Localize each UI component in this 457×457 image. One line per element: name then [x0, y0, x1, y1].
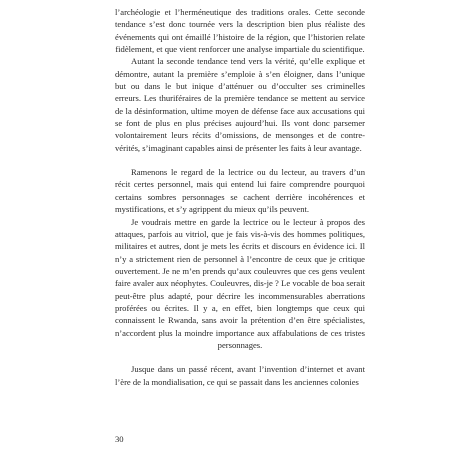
paragraph: Ramenons le regard de la lectrice ou du lecteur, au travers d’un récit certes personnel, mais qui entend lui faire comprendre pourquoi certains sombres personnages se cachent derrière incohérences et mystifications, et s’y agrippent du mieux qu’ils peuvent.: [115, 167, 365, 215]
paragraph: Je voudrais mettre en garde la lectrice ou le lecteur à propos des attaques, parfois au vitriol, que je fais vis-à-vis des hommes politiques, militaires et autres, dont je mets les écrits et discours en évidence ici. Il n’y a strictement rien de personnel à l’encontre de ceux que je critique ouvertement. Je ne m’en prends qu’aux couleuvres que ces gens veulent faire avaler aux néophytes. Couleuvres, dis-je ? Le vocable de boa serait peut-être plus adapté, pour décrire les incommensurables aberrations proférées ou écrites. Il y a, en effet, bien longtemps que ceux qui connaissent le Rwanda, sans avoir la prétention d’en être spécialistes, n’accordent plus la moindre importance aux affabulations de ces tristes personnages.: [115, 216, 365, 350]
paragraph-continued: l’archéologie et l’herméneutique des traditions orales. Cette seconde tendance s’est donc tournée vers la description bien plus réaliste des événements qui ont émaillé l’histoire de la région, que l’historien relate fidèlement, et que vient renforcer une analyse impartiale du scientifique.: [115, 7, 365, 55]
page-number: 30: [115, 434, 124, 444]
paragraph: Autant la seconde tendance tend vers la vérité, qu’elle explique et démontre, autant la première s’emploie à s’en éloigner, dans l’unique but ou dans le but inique d’atténuer ou d’occulter ses criminelles erreurs. Les thuriféraires de la première tendance se mettent au service de la désinformation, ultime moyen de défense face aux accusations qui se font de plus en plus précises aujourd’hui. Ils vont donc parsemer volontairement leurs récits d’omissions, de mensonges et de contre-vérités, s’imaginant capables ainsi de présenter les faits à leur avantage.: [115, 56, 365, 153]
body-text: [115, 6, 365, 388]
paragraph-continues: Jusque dans un passé récent, avant l’invention d’internet et avant l’ère de la mondialisation, ce qui se passait dans les anciennes colonies: [115, 364, 365, 387]
